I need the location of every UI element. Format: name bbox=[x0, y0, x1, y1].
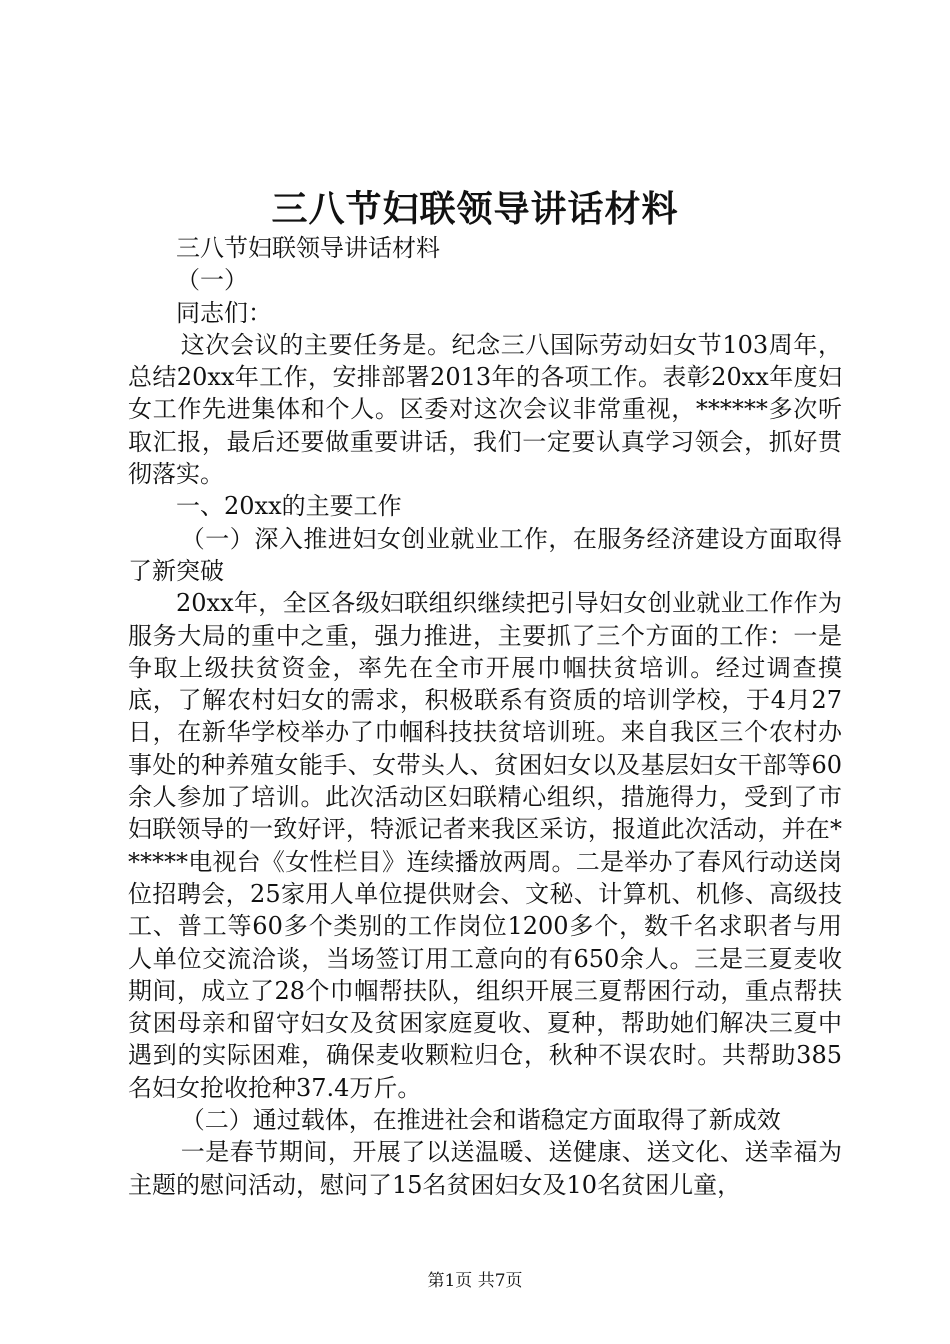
document-title: 三八节妇联领导讲话材料 bbox=[271, 188, 679, 230]
heading-social-harmony: （二）通过载体，在推进社会和谐稳定方面取得了新成效 bbox=[180, 1106, 781, 1135]
page-footer: 第1页 共7页 bbox=[427, 1271, 523, 1291]
heading-main-work: 一、20xx的主要工作 bbox=[176, 492, 402, 521]
paragraph-spring-festival: 一是春节期间，开展了以送温暖、送健康、送文化、送幸福为主题的慰问活动，慰问了15名贫困妇女及10名贫困儿童， bbox=[128, 1138, 842, 1199]
heading-employment: （一）深入推进妇女创业就业工作，在服务经济建设方面取得了新突破 bbox=[128, 524, 842, 585]
paragraph-employment-details: 20xx年，全区各级妇联组织继续把引导妇女创业就业工作作为服务大局的重中之重，强力推进，主要抓了三个方面的工作：一是争取上级扶贫资金，率先在全市开展巾帼扶贫培训。经过调查摸底，了解农村妇女的需求，积极联系有资质的培训学校，于4月27日，在新华学校举办了巾帼科技扶贫培训班。来自我区三个农村办事处的种养殖女能手、女带头人、贫困妇女以及基层妇女干部等60余人参加了培训。此次活动区妇联精心组织，措施得力，受到了市妇联领导的一致好评，特派记者来我区采访，报道此次活动，并在******电视台《女性栏目》连续播放两周。二是举办了春风行动送岗位招聘会，25家用人单位提供财会、文秘、计算机、机修、高级技工、普工等60多个类别的工作岗位1200多个，数千名求职者与用人单位交流洽谈，当场签订用工意向的有650余人。三是三夏麦收期间，成立了28个巾帼帮扶队，组织开展三夏帮困行动，重点帮扶贫困母亲和留守妇女及贫困家庭夏收、夏种，帮助她们解决三夏中遇到的实际困难，确保麦收颗粒归仓，秋种不误农时。共帮助385名妇女抢收抢种37.4万斤。 bbox=[128, 589, 842, 1102]
paragraph-salutation: 同志们： bbox=[176, 298, 272, 327]
paragraph-meeting-task: 这次会议的主要任务是。纪念三八国际劳动妇女节103周年，总结20xx年工作，安排部署2013年的各项工作。表彰20xx年度妇女工作先进集体和个人。区委对这次会议非常重视，******多次听取汇报，最后还要做重要讲话，我们一定要认真学习领会，抓好贯彻落实。 bbox=[128, 330, 842, 489]
paragraph-subtitle: 三八节妇联领导讲话材料 bbox=[176, 234, 440, 262]
document-body bbox=[128, 232, 842, 1201]
paragraph-section-marker: （一） bbox=[176, 266, 248, 295]
